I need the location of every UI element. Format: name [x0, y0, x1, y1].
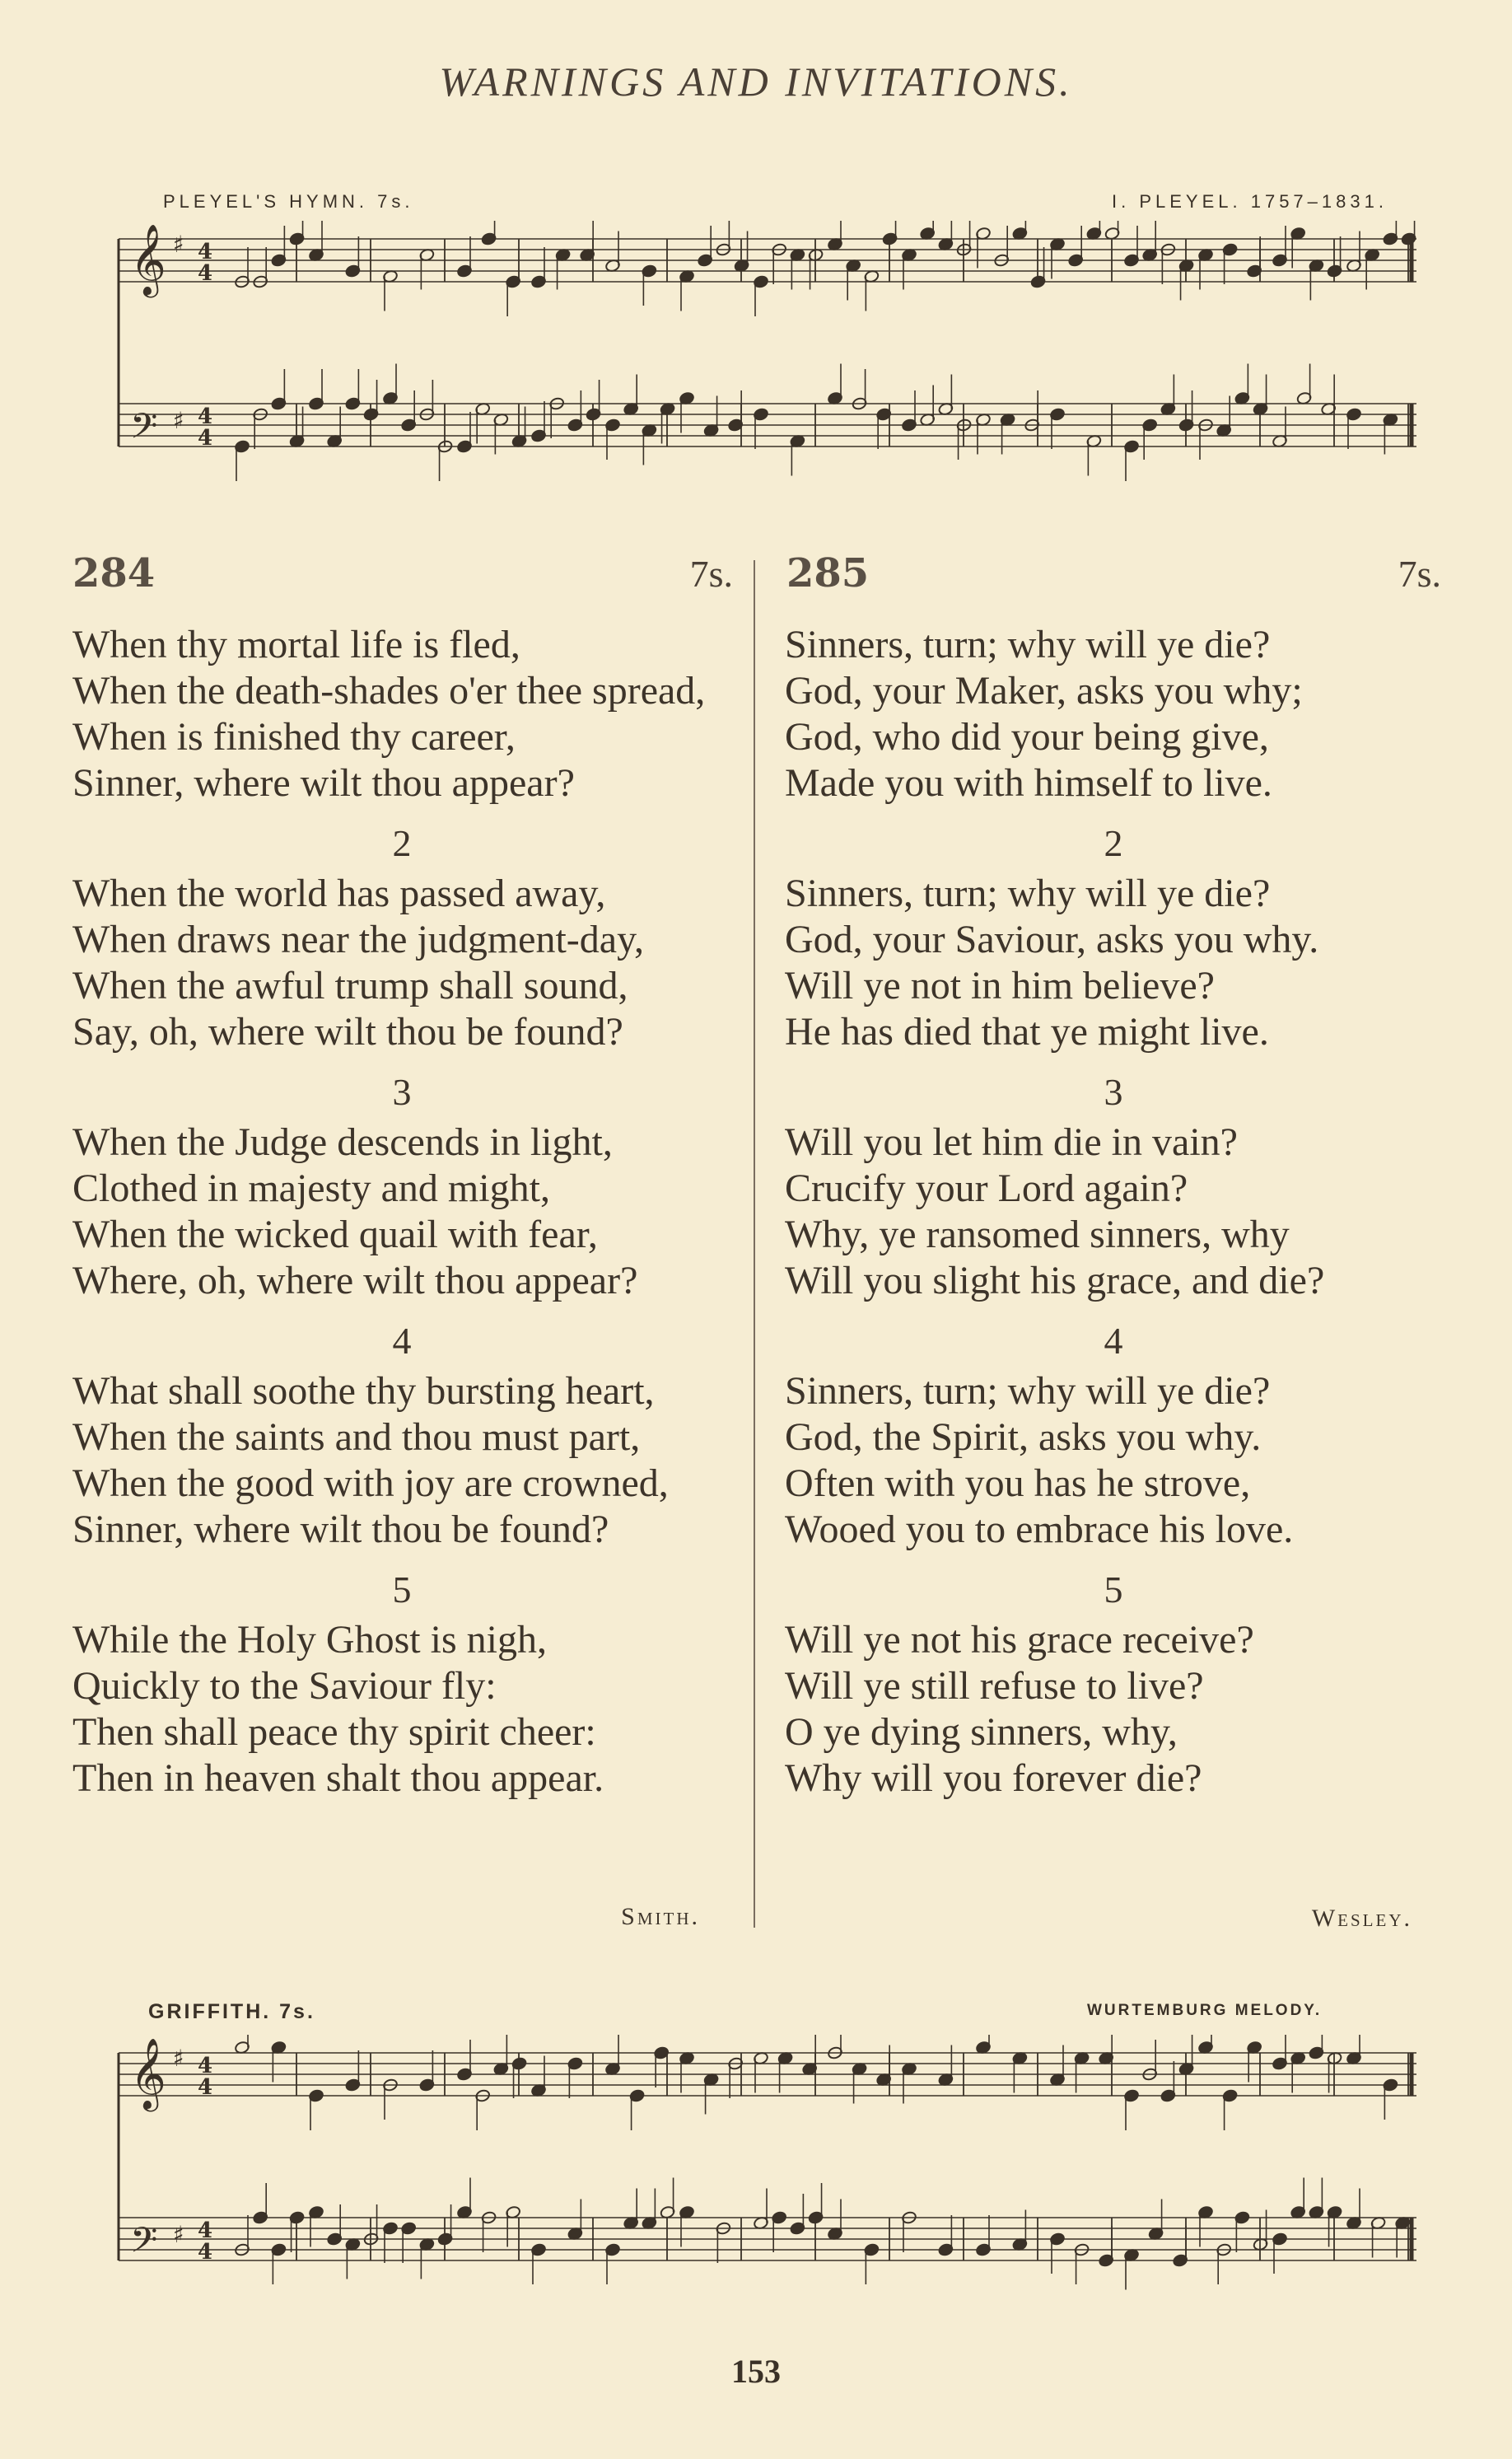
svg-text:4: 4: [198, 426, 213, 451]
verse-line: When the Judge descends in light,: [72, 1120, 613, 1164]
stanza-number: 5: [1104, 1568, 1123, 1611]
tune-name-top: PLEYEL'S HYMN. 7s.: [163, 191, 414, 212]
stanza-number: 3: [1104, 1071, 1123, 1113]
svg-text:♯: ♯: [173, 407, 184, 434]
svg-text:𝄢: 𝄢: [130, 2220, 158, 2270]
svg-text:𝄢: 𝄢: [130, 406, 158, 456]
sheet-music-pleyel: [115, 221, 1425, 509]
stanza-number: 2: [1104, 822, 1123, 864]
verse-line: Clothed in majesty and might,: [72, 1166, 550, 1210]
verse-line: When is finished thy career,: [72, 715, 516, 759]
verse-line: Sinners, turn; why will ye die?: [785, 1369, 1271, 1413]
svg-text:4: 4: [198, 2240, 213, 2265]
hymn-number-285: 285: [786, 550, 870, 596]
stanza-number: 5: [392, 1568, 412, 1611]
hymn-meter-284: 7s.: [689, 553, 733, 595]
verse-line: Why, ye ransomed sinners, why: [785, 1213, 1290, 1256]
page-number: 153: [731, 2353, 781, 2390]
verse-line: When the good with joy are crowned,: [72, 1461, 669, 1505]
verse-line: When the wicked quail with fear,: [72, 1213, 598, 1256]
stanza-number: 2: [392, 822, 412, 864]
verse-line: What shall soothe thy bursting heart,: [72, 1369, 655, 1413]
verse-line: God, who did your being give,: [785, 715, 1269, 759]
verse-line: Sinner, where wilt thou appear?: [72, 761, 575, 805]
svg-text:4: 4: [198, 2218, 213, 2243]
verse-line: Then shall peace thy spirit cheer:: [72, 1710, 596, 1754]
verse-line: Where, oh, where wilt thou appear?: [72, 1259, 638, 1302]
svg-text:4: 4: [198, 404, 213, 429]
verse-line: Made you with himself to live.: [785, 761, 1272, 805]
author-285: Wesley.: [1311, 1905, 1412, 1932]
verse-line: When the world has passed away,: [72, 872, 606, 915]
svg-text:4: 4: [198, 240, 213, 264]
verse-line: God, the Spirit, asks you why.: [785, 1415, 1262, 1459]
svg-text:𝄞: 𝄞: [130, 224, 166, 295]
svg-text:4: 4: [198, 2075, 213, 2100]
column-divider: [754, 560, 755, 1928]
verse-line: When thy mortal life is fled,: [72, 623, 520, 666]
verse-line: Say, oh, where wilt thou be found?: [72, 1010, 623, 1054]
svg-text:♯: ♯: [173, 2221, 184, 2248]
tune-composer-top: I. PLEYEL. 1757–1831.: [1112, 191, 1388, 212]
svg-text:4: 4: [198, 2054, 213, 2078]
verse-line: Will ye not in him believe?: [785, 964, 1215, 1007]
stanza-number: 3: [392, 1071, 412, 1113]
verse-line: While the Holy Ghost is nigh,: [72, 1618, 547, 1662]
running-head: WARNINGS AND INVITATIONS.: [439, 58, 1073, 105]
svg-text:𝄞: 𝄞: [130, 2038, 166, 2109]
author-284: Smith.: [621, 1903, 700, 1930]
verse-line: Crucify your Lord again?: [785, 1166, 1188, 1210]
music-staff-top: [115, 221, 1425, 509]
verse-line: When the saints and thou must part,: [72, 1415, 641, 1459]
verse-line: Sinners, turn; why will ye die?: [785, 623, 1271, 666]
verse-line: Will you slight his grace, and die?: [785, 1259, 1325, 1302]
verse-line: Sinners, turn; why will ye die?: [785, 872, 1271, 915]
stanza-number: 4: [392, 1320, 412, 1362]
verse-line: God, your Saviour, asks you why.: [785, 918, 1319, 961]
verse-line: Will you let him die in vain?: [785, 1120, 1238, 1164]
verse-line: Often with you has he strove,: [785, 1461, 1251, 1505]
music-staff-bottom: [115, 2035, 1425, 2323]
verse-line: When draws near the judgment-day,: [72, 918, 644, 961]
tune-name-bottom: GRIFFITH. 7s.: [148, 2000, 315, 2023]
tune-composer-bottom: WURTEMBURG MELODY.: [1087, 2002, 1323, 2019]
hymn-meter-285: 7s.: [1398, 553, 1441, 595]
verse-line: Then in heaven shalt thou appear.: [72, 1756, 604, 1800]
verse-line: Why will you forever die?: [785, 1756, 1202, 1800]
verse-line: He has died that ye might live.: [785, 1010, 1269, 1054]
verse-line: Sinner, where wilt thou be found?: [72, 1508, 609, 1551]
verse-line: Will ye still refuse to live?: [785, 1664, 1204, 1708]
sheet-music-griffith: [115, 2035, 1425, 2323]
verse-line: Will ye not his grace receive?: [785, 1618, 1254, 1662]
svg-text:♯: ♯: [173, 231, 184, 258]
verse-line: Quickly to the Saviour fly:: [72, 1664, 497, 1708]
verse-line: O ye dying sinners, why,: [785, 1710, 1178, 1754]
verse-line: When the death-shades o'er thee spread,: [72, 669, 706, 713]
svg-text:♯: ♯: [173, 2045, 184, 2072]
verse-line: When the awful trump shall sound,: [72, 964, 628, 1007]
verse-line: God, your Maker, asks you why;: [785, 669, 1303, 713]
verse-line: Wooed you to embrace his love.: [785, 1508, 1294, 1551]
svg-text:4: 4: [198, 261, 213, 286]
stanza-number: 4: [1104, 1320, 1123, 1362]
hymn-number-284: 284: [72, 550, 156, 596]
